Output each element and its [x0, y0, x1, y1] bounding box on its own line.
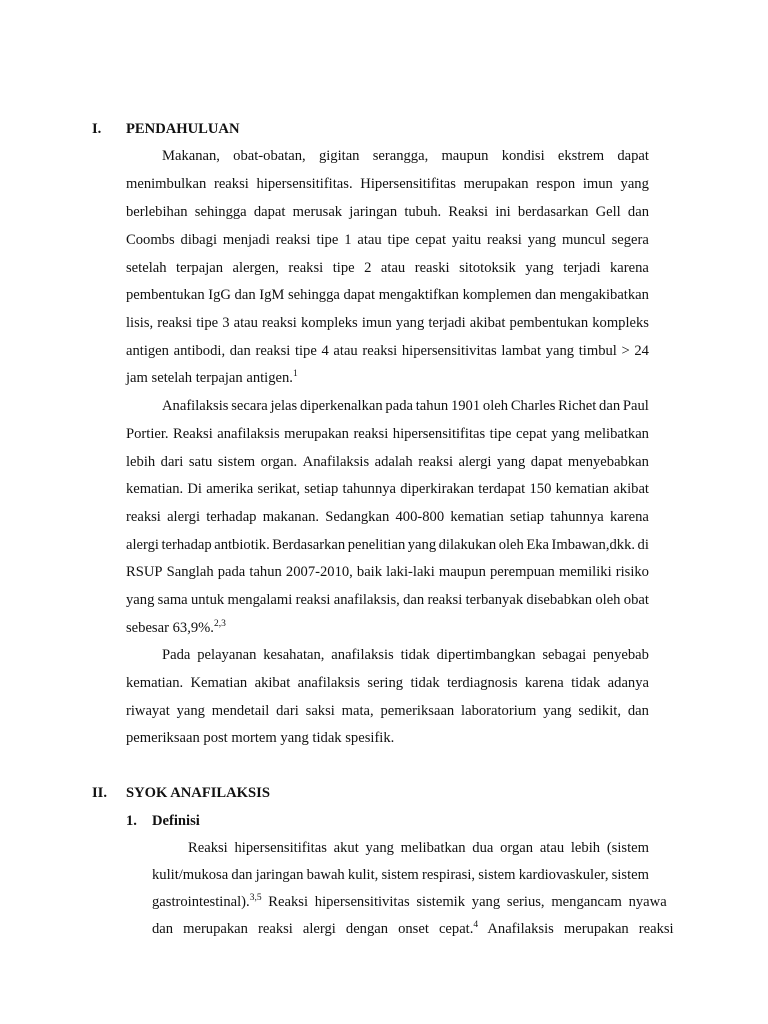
word: akibat	[613, 481, 649, 497]
word: yang	[365, 840, 394, 856]
word: Paul	[622, 398, 649, 414]
word: terdiagnosis	[446, 675, 518, 691]
word: 2007-2010,	[285, 564, 353, 580]
word: sistem	[217, 454, 256, 470]
word: sitotoksik	[459, 260, 516, 276]
word: reaksi	[295, 592, 331, 608]
word: pada	[385, 398, 413, 414]
paragraph-line	[126, 203, 649, 221]
word: (sistem	[606, 840, 649, 856]
word: dapat	[617, 148, 649, 164]
word: di	[637, 537, 649, 553]
word: merupakan	[463, 176, 529, 192]
citation-superscript: 3,5	[249, 893, 262, 903]
word: atau	[233, 315, 258, 331]
paragraph-line	[126, 563, 649, 581]
word: pelayanan	[197, 647, 257, 663]
word: Imbawan,dkk.	[551, 537, 636, 553]
word: yang	[543, 703, 572, 719]
paragraph-line	[126, 231, 649, 249]
word: penelitian	[347, 537, 406, 553]
word: tipe	[387, 232, 410, 248]
word: yang	[407, 537, 437, 553]
word: alergi	[167, 509, 201, 525]
word: sehingga	[194, 204, 247, 220]
word: sering	[367, 675, 404, 691]
word: sehingga	[287, 287, 340, 303]
citation-superscript: 4	[473, 920, 479, 930]
paragraph-text: sebesar 63,9%.	[126, 620, 214, 636]
word: kompleks	[300, 315, 358, 331]
word: obat-obatan,	[233, 148, 306, 164]
paragraph-line	[162, 147, 649, 165]
word: Reaksi	[448, 204, 489, 220]
word: sistem	[611, 867, 649, 883]
word: lambat	[501, 343, 542, 359]
word: secara	[231, 398, 268, 414]
word: antbiotik.	[214, 537, 270, 553]
word: tipe	[489, 426, 512, 442]
word: yang	[620, 176, 649, 192]
paragraph-line	[162, 646, 649, 664]
word: Coombs	[126, 232, 175, 248]
word: akut	[333, 840, 359, 856]
paragraph-line	[188, 839, 649, 857]
paragraph-text: pemeriksaan post mortem yang tidak spesifik.	[126, 730, 395, 746]
word: kematian.	[126, 481, 184, 497]
word: Gell	[595, 204, 621, 220]
word: dapat	[530, 454, 563, 470]
section-number: I.	[92, 121, 102, 137]
word: tipe	[196, 315, 219, 331]
paragraph-line	[126, 342, 649, 360]
word: Reaksi	[173, 426, 213, 442]
word: terpajan	[176, 260, 224, 276]
word: Pada	[162, 647, 191, 663]
word: terhadap	[206, 509, 257, 525]
word: dan	[627, 703, 649, 719]
word: reaksi	[418, 454, 454, 470]
word: timbul	[578, 343, 617, 359]
word: Richet	[558, 398, 597, 414]
word: Di	[187, 481, 202, 497]
word: reaski	[414, 260, 450, 276]
word: risiko	[615, 564, 649, 580]
word: terdapat	[478, 481, 526, 497]
word: reaksi	[427, 592, 463, 608]
word: 400-800	[395, 509, 445, 525]
word: dilakukan	[438, 537, 497, 553]
word: muncul	[561, 232, 606, 248]
word: 24	[634, 343, 649, 359]
word: Sedangkan	[325, 509, 390, 525]
paragraph-line	[126, 702, 649, 720]
word: dari	[276, 703, 299, 719]
paragraph-line	[126, 259, 649, 277]
paragraph-text: Reaksi hipersensitivitas sistemik yang serius, mengancam nyawa	[261, 894, 667, 910]
word: berlebihan	[126, 204, 188, 220]
section-title: PENDAHULUAN	[126, 121, 240, 137]
word: Makanan,	[162, 148, 220, 164]
word: berdasarkan	[517, 204, 589, 220]
word: baik	[356, 564, 383, 580]
word: pemeriksaan	[380, 703, 455, 719]
word: Hipersensitifitas	[360, 176, 456, 192]
word: respon	[536, 176, 576, 192]
word: IgM	[259, 287, 285, 303]
word: terjadi	[563, 260, 601, 276]
word: tubuh.	[404, 204, 442, 220]
word: hipersensitifitas.	[256, 176, 353, 192]
word: 4	[321, 343, 329, 359]
word: yang	[545, 343, 575, 359]
word: dua	[472, 840, 494, 856]
word: satu	[188, 454, 213, 470]
word: Portier.	[126, 426, 169, 442]
word: serangga,	[372, 148, 429, 164]
word: diperkirakan	[400, 481, 474, 497]
paragraph-line-last	[126, 619, 226, 637]
word: segera	[611, 232, 649, 248]
word: penyebab	[593, 647, 649, 663]
word: jaringan	[255, 867, 304, 883]
word: terjadi	[428, 315, 466, 331]
word: bawah	[306, 867, 345, 883]
word: kompleks	[592, 315, 649, 331]
word: oleh	[498, 537, 524, 553]
word: 3	[222, 315, 230, 331]
paragraph-text: gastrointestinal).	[152, 894, 250, 910]
word: respirasi,	[421, 867, 476, 883]
paragraph-text: Anafilaksis merupakan reaksi	[478, 921, 674, 937]
word: hipersensitivitas	[401, 343, 497, 359]
word: reaksi	[255, 343, 291, 359]
word: dan	[599, 398, 621, 414]
word: oleh	[595, 592, 621, 608]
word: hipersensitifitas	[234, 840, 327, 856]
word: ini	[495, 204, 511, 220]
paragraph-text: jam setelah terpajan antigen.	[126, 370, 293, 386]
word: maupun	[441, 148, 489, 164]
word: 150	[529, 481, 552, 497]
word: pembentukan	[126, 287, 205, 303]
citation-superscript: 1	[292, 369, 298, 379]
word: yang	[551, 426, 580, 442]
word: menimbulkan	[126, 176, 207, 192]
word: jaringan	[349, 204, 398, 220]
word: imun	[361, 315, 392, 331]
word: tidak	[400, 647, 430, 663]
word: kematian	[450, 509, 504, 525]
word: oleh	[482, 398, 509, 414]
word: melibatkan	[584, 426, 649, 442]
section-number: II.	[92, 785, 108, 801]
word: dan	[627, 204, 649, 220]
word: tipe	[294, 343, 317, 359]
word: Kematian	[190, 675, 248, 691]
word: tahunnya	[342, 481, 397, 497]
word: atau	[333, 343, 358, 359]
word: yang	[496, 454, 526, 470]
word: imun	[582, 176, 613, 192]
word: pembentukan	[509, 315, 589, 331]
word: serikat,	[257, 481, 300, 497]
word: terbanyak	[465, 592, 524, 608]
word: yang	[126, 592, 155, 608]
word: tipe	[332, 260, 355, 276]
paragraph-line-cited	[152, 893, 667, 911]
word: disebabkan	[526, 592, 593, 608]
word: mengakibatkan	[559, 287, 649, 303]
word: maupun	[438, 564, 486, 580]
section-title: SYOK ANAFILAKSIS	[126, 785, 270, 801]
word: komplemen	[462, 287, 532, 303]
word: lisis,	[126, 315, 154, 331]
word: reaksi	[126, 509, 161, 525]
word: organ	[500, 840, 534, 856]
word: tahun	[249, 564, 282, 580]
word: sama	[157, 592, 188, 608]
word: alergi	[126, 537, 159, 553]
word: setiap	[304, 481, 339, 497]
word: yang	[525, 260, 554, 276]
word: atau	[380, 260, 406, 276]
paragraph-text: dan merupakan reaksi alergi dengan onset cepat.	[152, 921, 474, 937]
word: hipersensitifitas	[392, 426, 486, 442]
word: atau	[539, 840, 565, 856]
subsection-number: 1.	[126, 813, 137, 829]
paragraph-line	[126, 674, 649, 692]
word: karena	[609, 509, 649, 525]
word: adalah	[374, 454, 413, 470]
word: kulit/mukosa	[152, 867, 229, 883]
word: dan	[231, 867, 253, 883]
word: organ.	[260, 454, 298, 470]
word: tipe	[316, 232, 339, 248]
word: tidak	[410, 675, 440, 691]
word: jelas	[270, 398, 298, 414]
word: merupakan	[284, 426, 349, 442]
word: dapat	[253, 204, 286, 220]
word: cepat	[415, 232, 447, 248]
word: antibodi,	[173, 343, 226, 359]
word: dipertimbangkan	[436, 647, 536, 663]
subsection-title: Definisi	[152, 813, 200, 829]
word: mata,	[341, 703, 374, 719]
word: dan	[234, 287, 256, 303]
word: Anafilaksis	[302, 454, 370, 470]
word: kematian.	[126, 675, 184, 691]
word: reaksi	[353, 426, 389, 442]
word: dibagi	[180, 232, 217, 248]
word: tahun	[415, 398, 449, 414]
word: Eka	[526, 537, 550, 553]
word: mengalami	[227, 592, 293, 608]
word: IgG	[208, 287, 231, 303]
word: sebagai	[542, 647, 587, 663]
word: dapat	[343, 287, 376, 303]
word: setiap	[510, 509, 545, 525]
word: merusak	[292, 204, 343, 220]
paragraph-line	[126, 286, 649, 304]
word: yang	[176, 703, 205, 719]
word: ekstrem	[557, 148, 605, 164]
word: kulit,	[347, 867, 379, 883]
word: setelah	[126, 260, 167, 276]
word: pada	[217, 564, 246, 580]
word: >	[621, 343, 630, 359]
word: akibat	[469, 315, 506, 331]
word: kondisi	[501, 148, 545, 164]
paragraph-line	[126, 480, 649, 498]
word: yang	[527, 232, 557, 248]
word: 1901	[450, 398, 481, 414]
paragraph-line-last	[126, 729, 394, 747]
word: anafilaksis	[217, 426, 280, 442]
word: 1	[344, 232, 352, 248]
word: mengaktifkan	[378, 287, 459, 303]
word: yaitu	[451, 232, 482, 248]
word: laki-laki	[386, 564, 435, 580]
word: dan	[403, 592, 425, 608]
word: reaksi	[486, 232, 522, 248]
word: karena	[524, 675, 564, 691]
word: reaksi	[157, 315, 193, 331]
word: obat	[623, 592, 649, 608]
word: reaksi	[288, 260, 324, 276]
word: gigitan	[318, 148, 360, 164]
word: alergi	[458, 454, 492, 470]
word: yang	[395, 315, 425, 331]
paragraph-line	[126, 175, 649, 193]
paragraph-line-last	[126, 369, 298, 387]
word: laboratorium	[461, 703, 537, 719]
word: riwayat	[126, 703, 170, 719]
word: memiliki	[558, 564, 612, 580]
word: sistem	[381, 867, 419, 883]
word: menyebabkan	[567, 454, 649, 470]
word: reaksi	[262, 315, 297, 331]
word: dan	[229, 343, 251, 359]
paragraph-line	[126, 425, 649, 443]
word: amerika	[206, 481, 254, 497]
paragraph-line	[126, 508, 649, 526]
word: RSUP	[126, 564, 163, 580]
word: kesahatan,	[263, 647, 325, 663]
word: atau	[357, 232, 382, 248]
word: 2	[364, 260, 372, 276]
word: adanya	[607, 675, 649, 691]
word: kematian	[555, 481, 610, 497]
word: mendetail	[211, 703, 270, 719]
word: melibatkan	[400, 840, 466, 856]
word: lebih	[570, 840, 601, 856]
word: terhadap	[161, 537, 212, 553]
word: karena	[610, 260, 649, 276]
word: makanan.	[262, 509, 320, 525]
word: Anafilaksis	[162, 398, 229, 414]
word: dan	[535, 287, 557, 303]
word: kardiovaskuler,	[518, 867, 609, 883]
word: cepat	[516, 426, 547, 442]
word: anafilaksis	[297, 675, 361, 691]
word: anafilaksis	[331, 647, 394, 663]
paragraph-line	[162, 397, 649, 415]
word: saksi	[305, 703, 335, 719]
word: akibat	[254, 675, 291, 691]
word: sedikit,	[578, 703, 621, 719]
citation-superscript: 2,3	[213, 619, 226, 629]
paragraph-line-cited	[152, 920, 674, 938]
word: Sanglah	[166, 564, 214, 580]
word: tidak	[571, 675, 601, 691]
word: perempuan	[490, 564, 555, 580]
word: Charles	[510, 398, 556, 414]
word: menjadi	[222, 232, 270, 248]
word: reaksi	[213, 176, 249, 192]
word: dari	[160, 454, 184, 470]
word: untuk	[190, 592, 225, 608]
word: alergen,	[232, 260, 279, 276]
word: reaksi	[275, 232, 311, 248]
word: reaksi	[362, 343, 398, 359]
word: diperkenalkan	[299, 398, 383, 414]
word: antigen	[126, 343, 169, 359]
paragraph-line	[126, 453, 649, 471]
word: Berdasarkan	[272, 537, 346, 553]
word: Reaksi	[188, 840, 228, 856]
word: tahunnya	[550, 509, 604, 525]
paragraph-line	[126, 591, 649, 609]
word: lebih	[126, 454, 156, 470]
word: anafilaksis,	[333, 592, 400, 608]
paragraph-line	[126, 536, 649, 554]
word: sistem	[478, 867, 516, 883]
paragraph-line	[126, 314, 649, 332]
paragraph-line	[152, 866, 649, 884]
